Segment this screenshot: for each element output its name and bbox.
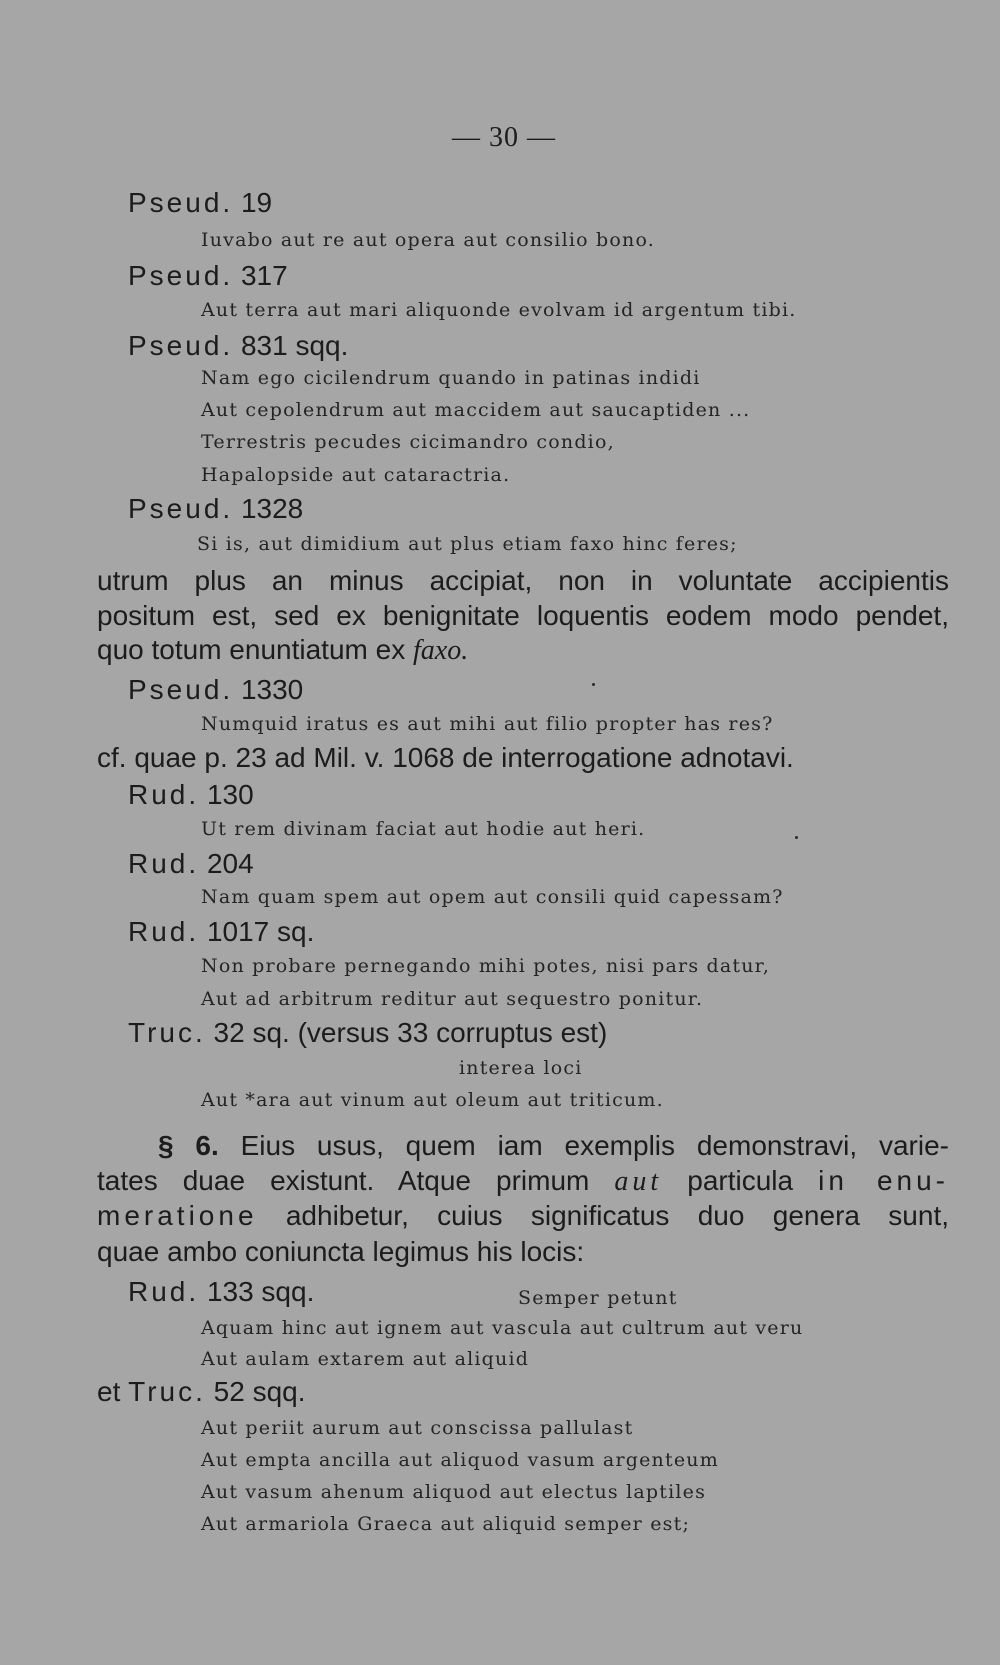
citation-pseud-317: [128, 260, 288, 292]
citation-locus: 19: [240, 187, 273, 218]
print-speck: [592, 683, 595, 686]
prose-line: [97, 1165, 949, 1198]
citation-source: Rud.: [128, 916, 200, 947]
prose-text: particula: [687, 1165, 794, 1196]
prose-line: [97, 1200, 949, 1232]
verse-line: Aut terra aut mari aliquonde evolvam id argentum tibi.: [201, 299, 797, 321]
prose-line: cf. quae p. 23 ad Mil. v. 1068 de interrogatione adnotavi.: [97, 742, 794, 773]
verse-line: Ut rem divinam faciat aut hodie aut heri.: [201, 818, 646, 840]
citation-locus: 32 sq.: [213, 1017, 290, 1048]
citation-rud-1017: [128, 916, 314, 948]
verse-line: Aut vasum ahenum aliquod aut electus laptiles: [201, 1481, 707, 1503]
citation-source: Pseud.: [128, 260, 234, 291]
citation-rud-204: [128, 848, 254, 880]
spaced-text: meratione: [97, 1200, 258, 1231]
citation-source: Rud.: [128, 1276, 200, 1307]
verse-line: Aut armariola Graeca aut aliquid semper est;: [201, 1513, 691, 1535]
verse-line: Aquam hinc aut ignem aut vascula aut cultrum aut veru: [201, 1317, 804, 1339]
citation-pseud-1328: [128, 493, 303, 525]
citation-source: Pseud.: [128, 493, 234, 524]
verse-line: Non probare pernegando mihi potes, nisi pars datur,: [201, 955, 771, 977]
citation-locus: 133 sqq.: [206, 1276, 315, 1307]
citation-rud-133: [128, 1276, 314, 1308]
verse-line: Aut empta ancilla aut aliquod vasum argenteum: [201, 1449, 719, 1471]
citation-locus: 1330: [240, 674, 304, 705]
citation-locus: 1017 sq.: [206, 916, 315, 947]
citation-source: Truc.: [128, 1017, 206, 1048]
citation-locus: 831 sqq.: [240, 330, 349, 361]
citation-truc-52: [97, 1376, 306, 1408]
citation-pseud-19: [128, 187, 272, 219]
prose-line: positum est, sed ex benignitate loquentis eodem modo pendet,: [97, 600, 949, 631]
citation-source: Pseud.: [128, 330, 234, 361]
verse-line: Semper petunt: [518, 1287, 678, 1309]
citation-rud-130: [128, 779, 254, 811]
conjunction: et: [97, 1376, 121, 1407]
prose-line: [97, 634, 468, 667]
verse-line: Nam quam spem aut opem aut consili quid capessam?: [201, 886, 784, 908]
citation-locus: 204: [206, 848, 254, 879]
verse-line: Hapalopside aut cataractria.: [201, 464, 511, 486]
citation-pseud-1330: [128, 674, 303, 706]
citation-locus: 52 sqq.: [213, 1376, 306, 1407]
spaced-text: in enu-: [818, 1165, 950, 1196]
prose-text: tates duae existunt. Atque primum: [97, 1165, 590, 1196]
prose-line: [158, 1130, 949, 1162]
prose-text: quo totum enuntiatum ex: [97, 634, 406, 665]
page-number: — 30 —: [452, 122, 556, 153]
verse-line: Numquid iratus es aut mihi aut filio propter has res?: [201, 713, 774, 735]
citation-locus: 130: [206, 779, 254, 810]
citation-source: Pseud.: [128, 187, 234, 218]
verse-line: Iuvabo aut re aut opera aut consilio bono.: [201, 229, 655, 251]
italic-word: faxo.: [412, 635, 469, 666]
italic-word: aut: [614, 1166, 663, 1197]
citation-truc-32: [128, 1017, 607, 1049]
verse-line: Terrestris pecudes cicimandro condio,: [201, 431, 615, 453]
citation-locus: 1328: [240, 493, 304, 524]
prose-text: adhibetur, cuius significatus duo genera sunt,: [285, 1200, 950, 1231]
prose-line: utrum plus an minus accipiat, non in voluntate accipientis: [97, 565, 949, 596]
verse-line: Aut *ara aut vinum aut oleum aut triticum.: [201, 1089, 664, 1111]
verse-line: Aut periit aurum aut conscissa pallulast: [201, 1417, 634, 1439]
citation-source: Pseud.: [128, 674, 234, 705]
citation-source: Rud.: [128, 779, 200, 810]
verse-line: interea loci: [459, 1057, 583, 1079]
verse-line: Aut ad arbitrum reditur aut sequestro ponitur.: [201, 988, 704, 1010]
prose-line: quae ambo coniuncta legimus his locis:: [97, 1236, 585, 1267]
citation-note: (versus 33 corruptus est): [297, 1017, 608, 1048]
print-speck: [795, 836, 798, 839]
verse-line: Si is, aut dimidium aut plus etiam faxo hinc feres;: [197, 533, 738, 555]
prose-text: Eius usus, quem iam exemplis demonstravi, varie-: [240, 1130, 949, 1161]
citation-locus: 317: [240, 260, 288, 291]
citation-pseud-831: [128, 330, 348, 362]
verse-line: Nam ego cicilendrum quando in patinas indidi: [201, 367, 701, 389]
citation-source: Truc.: [128, 1376, 206, 1407]
verse-line: Aut aulam extarem aut aliquid: [201, 1348, 530, 1370]
citation-source: Rud.: [128, 848, 200, 879]
verse-line: Aut cepolendrum aut maccidem aut saucaptiden ...: [201, 399, 751, 421]
section-number: § 6.: [158, 1130, 219, 1161]
